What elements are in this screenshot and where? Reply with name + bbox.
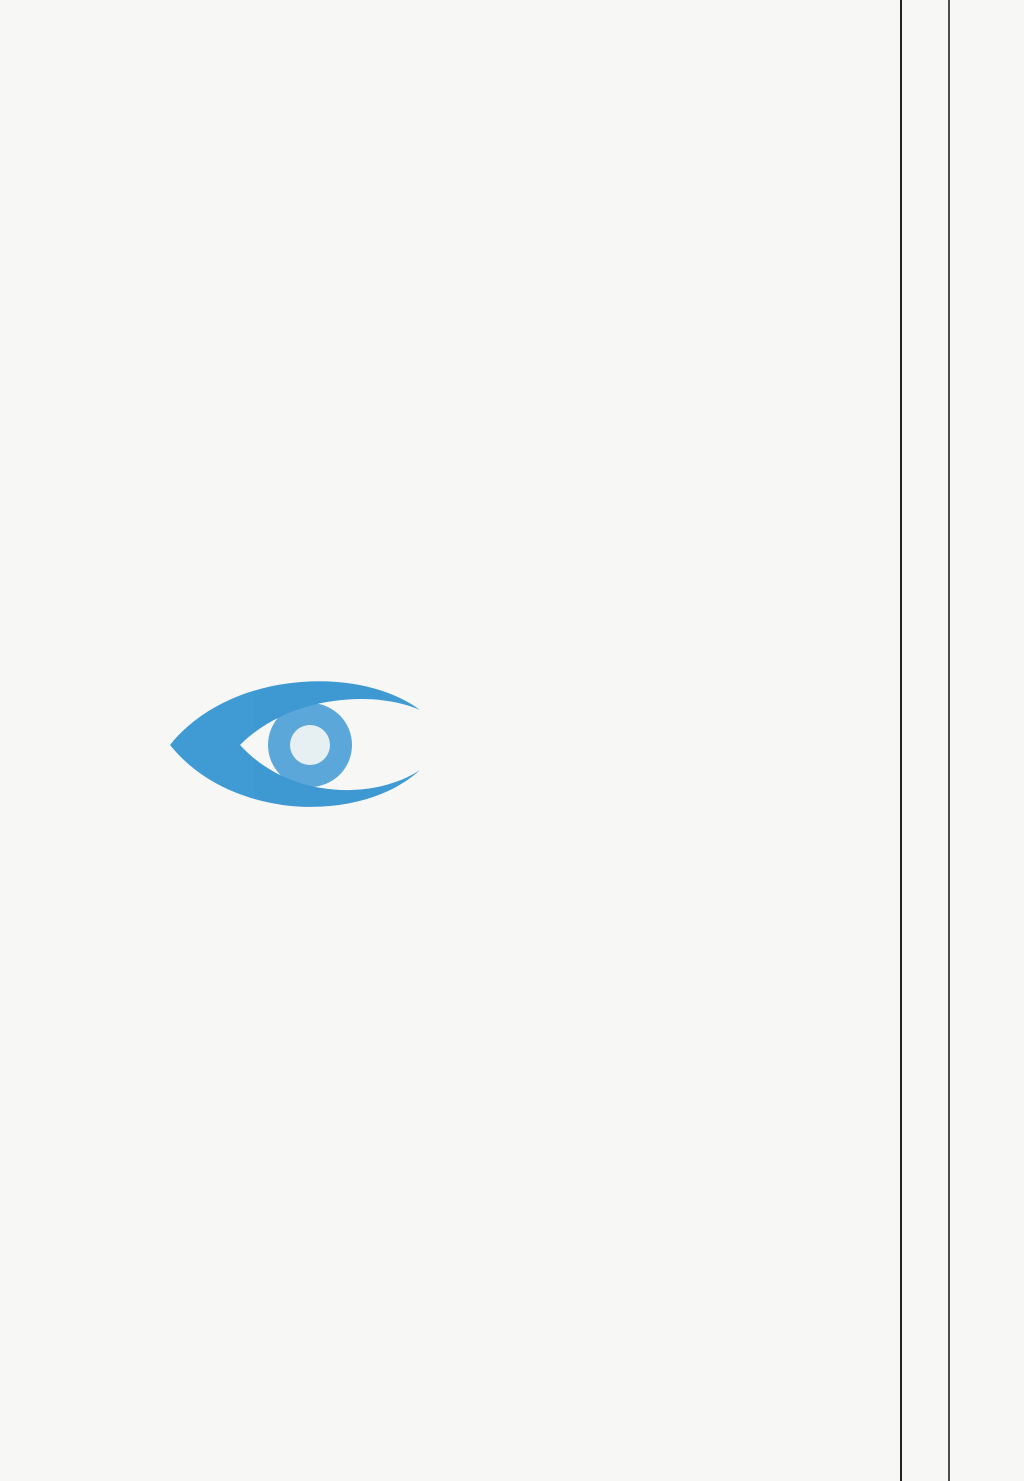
eye-logo-icon [170,681,420,807]
page-content [116,196,882,216]
scan-edge-line [900,0,902,1481]
watermark-logo [160,650,880,870]
scan-edge-line [948,0,950,1481]
